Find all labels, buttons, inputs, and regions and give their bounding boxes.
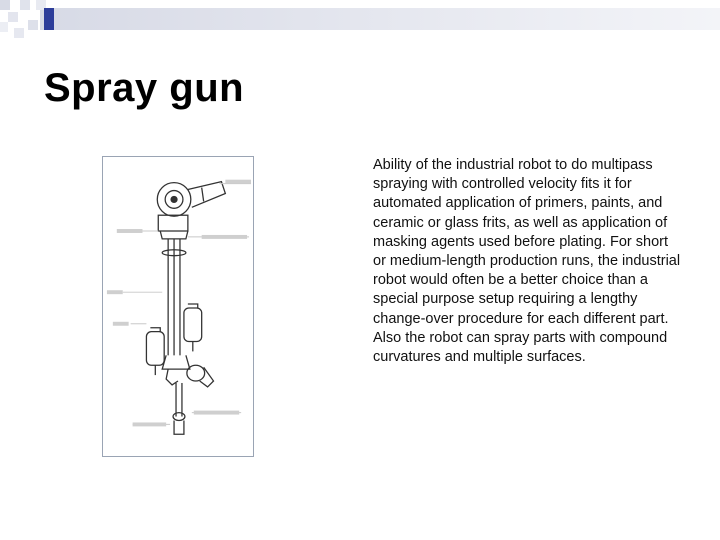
slide-title: Spray gun	[44, 66, 245, 110]
slide-body-text: Ability of the industrial robot to do multipass spraying with controlled velocity fits it for automated application of primers, paints, and ceramic or glass frits, as well as application of masking agents used before plating. For short or medium‑length production runs, the industrial robot would often be a better choice than a special purpose setup requiring a lengthy change‑over procedure for each different part. Also the robot can spray parts with compound curvatures and multiple surfaces.	[373, 157, 681, 366]
header-checker-band	[0, 0, 720, 40]
spray-gun-illustration	[102, 156, 254, 457]
